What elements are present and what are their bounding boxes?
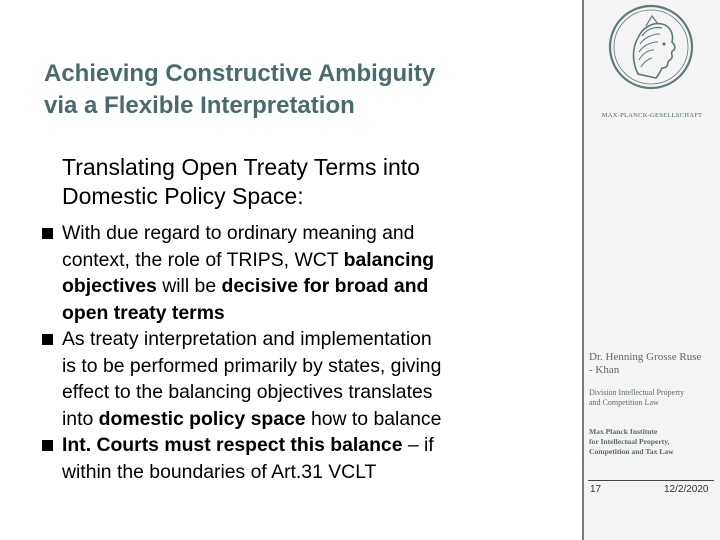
subtitle-line-1: Translating Open Treaty Terms into [62,154,420,180]
bullet-item [42,326,562,432]
title-line-1: Achieving Constructive Ambiguity [44,60,436,87]
bullet-item [42,220,562,326]
institute-line: Max Planck Institute [589,427,658,436]
bullet-text: into [62,407,99,430]
bullet-text: – if [402,434,434,456]
bullet-text: will be [156,275,222,297]
square-bullet-icon [42,440,53,451]
minerva-head-logo-icon [608,4,694,90]
bullet-text: effect to the balancing objectives translates [62,381,433,403]
page-number: 17 [590,484,602,495]
square-bullet-icon [42,228,53,239]
presenter-name [589,351,717,377]
institute-name [589,427,717,457]
square-bullet-icon [42,334,53,345]
bullet-text: With due regard to ordinary meaning and [62,222,415,244]
presenter-name-line: - Khan [589,364,620,376]
bullet-line [62,432,562,459]
bullet-list [42,220,562,485]
bullet-text-bold: decisive for broad and [221,275,429,297]
bullet-line [62,379,562,406]
division-name [589,388,717,408]
bullet-line [62,353,562,380]
bullet-line [62,273,562,300]
bullet-text-bold: balancing [343,248,435,271]
bullet-line [62,326,562,353]
bullet-text: context, the role of TRIPS, WCT [62,248,344,271]
title-line-2: via a Flexible Interpretation [44,92,355,119]
bullet-text-bold: objectives [62,275,157,297]
division-line: Division Intellectual Property [589,388,685,397]
bullet-text-bold: open treaty terms [62,301,225,324]
footer-divider [588,480,714,481]
institute-line: for Intellectual Property, [589,437,670,446]
division-line: and Competition Law [589,398,659,407]
brand-name: MAX-PLANCK-GESELLSCHAFT [601,112,703,119]
bullet-line [62,247,562,274]
bullet-text: As treaty interpretation and implementation [62,328,432,350]
bullet-text-bold: domestic policy space [98,407,306,430]
slide-date: 12/2/2020 [664,484,709,495]
institute-line: Competition and Tax Law [589,447,674,456]
sidebar-divider [582,0,584,540]
subtitle-line-2: Domestic Policy Space: [62,183,304,209]
presenter-name-line: Dr. Henning Grosse Ruse [589,351,702,363]
bullet-line [62,459,562,486]
bullet-line [62,300,562,327]
slide-title [44,58,564,122]
bullet-line [62,406,562,433]
bullet-line [62,220,562,247]
bullet-item [42,432,562,485]
slide-subtitle [62,153,562,211]
bullet-text-bold: Int. Courts must respect this balance [62,434,403,456]
bullet-text: is to be performed primarily by states, giving [62,354,442,377]
bullet-text: within the boundaries of Art.31 VCLT [62,460,377,483]
bullet-text: how to balance [305,407,442,430]
